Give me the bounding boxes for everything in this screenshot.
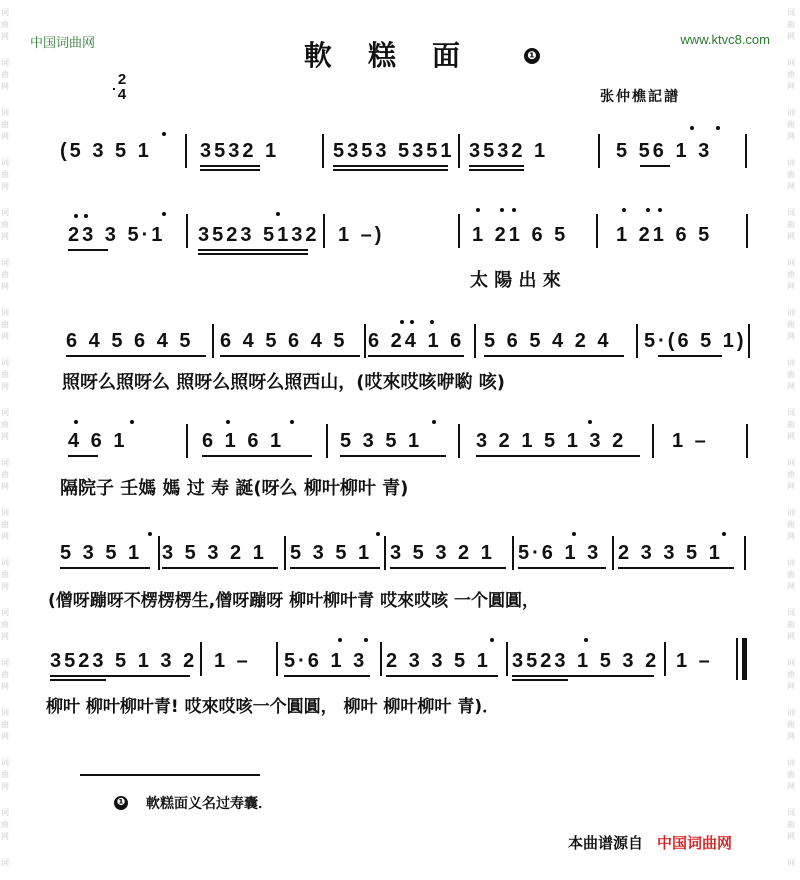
watermark-char: 网 (1, 632, 9, 641)
watermark-char: 词 (787, 808, 795, 817)
watermark-char: 词 (787, 758, 795, 767)
watermark-char: 网 (1, 832, 9, 841)
watermark-char: 网 (1, 132, 9, 141)
watermark-char: 词 (787, 458, 795, 467)
score-line-1 (0, 130, 800, 174)
watermark-char: 词 (1, 108, 9, 117)
measure: 2 3 3 5 1 (386, 650, 491, 672)
watermark-char: 网 (787, 482, 795, 491)
watermark-char: 曲 (1, 20, 9, 29)
watermark-char: 词 (1, 558, 9, 567)
watermark-char: 网 (787, 232, 795, 241)
title-footnote-marker: ❶ (524, 48, 540, 64)
watermark-char: 曲 (1, 120, 9, 129)
lyric-line: (僧呀蹦呀不楞楞楞生,僧呀蹦呀 柳叶柳叶青 哎來哎咳 一个圓圓， (48, 591, 539, 611)
measure: 3 5 3 2 1 (162, 542, 267, 564)
watermark-char: 词 (1, 858, 9, 867)
watermark-char: 词 (1, 208, 9, 217)
watermark-char: 词 (787, 8, 795, 17)
watermark-char: 网 (787, 32, 795, 41)
watermark-char: 曲 (1, 570, 9, 579)
watermark-char: 词 (787, 558, 795, 567)
watermark-char: 网 (1, 182, 9, 191)
score-line-6 (0, 634, 800, 717)
measure: 5 6 5 4 2 4 (484, 330, 612, 352)
watermark-char: 网 (1, 532, 9, 541)
watermark-char: 曲 (787, 70, 795, 79)
watermark-char: 曲 (1, 320, 9, 329)
watermark-char: 曲 (787, 370, 795, 379)
watermark-char: 词 (1, 758, 9, 767)
measure: 3523 5 1 3 2 (50, 650, 198, 672)
watermark-char: 曲 (787, 270, 795, 279)
measure: 5·6 1 3 (518, 542, 602, 564)
measure: 1 21 6 5 (472, 224, 569, 246)
watermark-char: 词 (787, 608, 795, 617)
watermark-char: 词 (787, 508, 795, 517)
source-prefix: 本曲谱源自 (568, 834, 644, 852)
watermark-char: 网 (1, 382, 9, 391)
measure: 2 3 3 5 1 (618, 542, 723, 564)
watermark-char: 曲 (1, 170, 9, 179)
measure: 5 3 5 1 (340, 430, 423, 452)
watermark-char: 网 (787, 532, 795, 541)
watermark-char: 词 (1, 708, 9, 717)
watermark-char: 曲 (1, 220, 9, 229)
watermark-char: 曲 (1, 620, 9, 629)
watermark-char: 词 (787, 258, 795, 267)
watermark-char: 词 (1, 808, 9, 817)
watermark-char: 网 (1, 682, 9, 691)
measure: 23 3 5·1 (68, 224, 166, 246)
source-brand-link[interactable]: 中国词曲网 (657, 834, 733, 852)
watermark-char: 词 (787, 208, 795, 217)
watermark-char: 网 (1, 732, 9, 741)
measure: 5·6 1 3 (284, 650, 368, 672)
measure: 1 – (672, 430, 709, 452)
measure: 3 5 3 2 1 (390, 542, 495, 564)
footnote-text: 軟糕面义名过寿囊． (146, 796, 272, 812)
watermark-char: 词 (1, 358, 9, 367)
watermark-char: 网 (787, 582, 795, 591)
watermark-char: 网 (787, 382, 795, 391)
measure: 3532 1 (469, 140, 549, 162)
site-name-watermark[interactable]: 中国词曲网 (30, 36, 96, 51)
lyric-line: 照呀么照呀么 照呀么照呀么照西山，(哎來哎咳咿喲 咳) (62, 372, 505, 393)
watermark-char: 曲 (1, 370, 9, 379)
watermark-char: 曲 (787, 670, 795, 679)
measure: 6 1 6 1 (202, 430, 285, 452)
watermark-char: 曲 (1, 770, 9, 779)
measure: 3523 1 5 3 2 (512, 650, 660, 672)
measure: 5·(6 5 1) (644, 330, 747, 352)
watermark-char: 曲 (787, 520, 795, 529)
watermark-char: 网 (1, 232, 9, 241)
measure: 5353 5351 (333, 140, 455, 162)
watermark-char: 网 (787, 182, 795, 191)
watermark-char: 网 (1, 782, 9, 791)
watermark-char: 网 (787, 832, 795, 841)
measure: 3 2 1 5 1 3 2 (476, 430, 627, 452)
watermark-char: 网 (787, 682, 795, 691)
watermark-char: 词 (787, 408, 795, 417)
watermark-char: 曲 (787, 570, 795, 579)
watermark-char: 网 (787, 332, 795, 341)
score-line-2 (0, 210, 800, 291)
watermark-char: 网 (787, 432, 795, 441)
watermark-char: 曲 (1, 670, 9, 679)
time-signature (113, 72, 131, 102)
watermark-char: 网 (1, 282, 9, 291)
song-title: 軟糕面 (303, 39, 496, 72)
watermark-char: 网 (787, 632, 795, 641)
watermark-char: 曲 (787, 170, 795, 179)
time-signature-top: 2 (117, 71, 127, 88)
watermark-char: 网 (1, 82, 9, 91)
watermark-char: 词 (787, 108, 795, 117)
watermark-char: 曲 (787, 620, 795, 629)
watermark-char: 词 (1, 458, 9, 467)
watermark-char: 词 (787, 308, 795, 317)
watermark-char: 词 (787, 158, 795, 167)
watermark-char: 网 (1, 582, 9, 591)
watermark-char: 网 (1, 482, 9, 491)
watermark-char: 曲 (1, 70, 9, 79)
measure: 1 –) (338, 224, 385, 246)
footnote-divider (80, 774, 260, 776)
lyric-line: 隔院子 壬媽 媽 过 寿 誕(呀么 柳叶柳叶 青) (60, 478, 409, 499)
watermark-char: 曲 (1, 470, 9, 479)
watermark-char: 曲 (787, 220, 795, 229)
watermark-char: 词 (787, 858, 795, 867)
watermark-char: 网 (787, 782, 795, 791)
footnote-marker: ❶ (114, 796, 128, 810)
watermark-char: 曲 (787, 420, 795, 429)
measure: 5 56 1 3 (616, 140, 713, 162)
measure: 6 24 1 6 (368, 330, 465, 352)
transcriber-credit: 张仲樵記譜 (600, 89, 680, 105)
time-signature-bottom: 4 (117, 86, 127, 103)
watermark-char: 曲 (1, 520, 9, 529)
watermark-char: 曲 (1, 420, 9, 429)
lyric-line: 太 陽 出 來 (470, 270, 561, 291)
measure: 6 4 5 6 4 5 (220, 330, 348, 352)
watermark-char: 曲 (787, 720, 795, 729)
measure: 3523 5132 (198, 224, 320, 246)
watermark-char: 词 (787, 58, 795, 67)
measure: 6 4 5 6 4 5 (66, 330, 194, 352)
watermark-char: 网 (1, 432, 9, 441)
watermark-char: 曲 (1, 270, 9, 279)
watermark-char: 网 (787, 732, 795, 741)
watermark-char: 曲 (787, 320, 795, 329)
measure: 1 21 6 5 (616, 224, 713, 246)
watermark-char: 曲 (787, 820, 795, 829)
measure: (5 3 5 1 (60, 140, 152, 162)
site-url-watermark[interactable]: www.ktvc8.com (680, 32, 770, 47)
watermark-char: 词 (1, 308, 9, 317)
watermark-char: 词 (1, 258, 9, 267)
watermark-char: 曲 (1, 820, 9, 829)
watermark-char: 网 (787, 282, 795, 291)
source-credit (568, 832, 732, 853)
measure: 5 3 5 1 (60, 542, 143, 564)
score-line-3 (0, 320, 800, 393)
watermark-char: 曲 (787, 20, 795, 29)
watermark-char: 词 (1, 658, 9, 667)
watermark-char: 词 (1, 408, 9, 417)
measure: 5 3 5 1 (290, 542, 373, 564)
watermark-char: 曲 (787, 770, 795, 779)
measure: 1 – (214, 650, 251, 672)
watermark-char: 词 (787, 708, 795, 717)
watermark-char: 曲 (1, 720, 9, 729)
watermark-char: 词 (1, 608, 9, 617)
watermark-char: 曲 (787, 470, 795, 479)
watermark-char: 网 (787, 132, 795, 141)
score-line-4 (0, 418, 800, 499)
score-line-5 (0, 530, 800, 611)
measure: 4 6 1 (68, 430, 128, 452)
watermark-char: 词 (1, 8, 9, 17)
lyric-line: 柳叶 柳叶柳叶青! 哎來哎咳一个圓圓， 柳叶 柳叶柳叶 青)． (46, 697, 500, 717)
watermark-char: 网 (1, 332, 9, 341)
watermark-char: 词 (787, 358, 795, 367)
watermark-char: 词 (1, 158, 9, 167)
measure: 3532 1 (200, 140, 280, 162)
watermark-char: 词 (787, 658, 795, 667)
watermark-char: 曲 (787, 120, 795, 129)
watermark-char: 词 (1, 508, 9, 517)
measure: 1 – (676, 650, 713, 672)
watermark-char: 词 (1, 58, 9, 67)
watermark-char: 网 (787, 82, 795, 91)
watermark-char: 网 (1, 32, 9, 41)
